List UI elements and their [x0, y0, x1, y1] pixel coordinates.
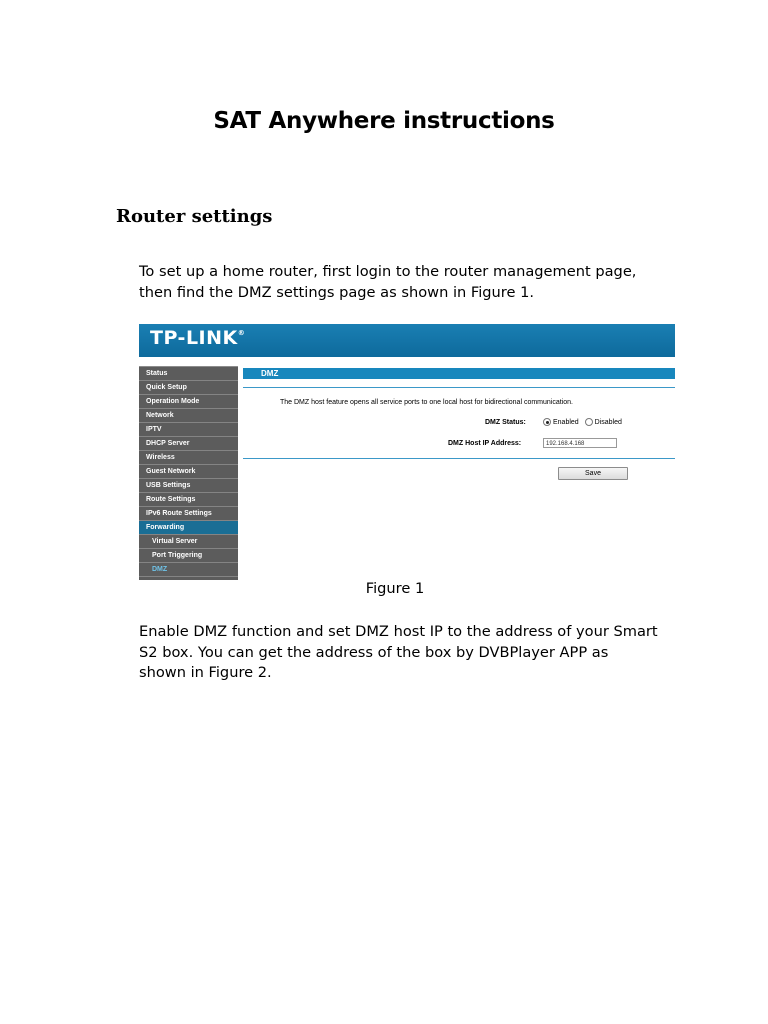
router-sidebar-menu — [139, 366, 238, 580]
menu-item-quick-setup[interactable]: Quick Setup — [139, 381, 238, 395]
brand-mark: ® — [237, 329, 246, 337]
menu-item-port-triggering[interactable]: Port Triggering — [139, 549, 238, 563]
panel-divider-bottom — [243, 458, 675, 459]
section-heading: Router settings — [116, 206, 273, 227]
enabled-radio[interactable] — [543, 418, 551, 426]
host-ip-input[interactable]: 192.168.4.168 — [543, 438, 617, 448]
dmz-panel-title: DMZ — [243, 368, 675, 379]
paragraph-text: To set up a home router, first login to the router management page, then find the DMZ settings page as shown in Figure 1. — [139, 263, 637, 301]
menu-item-dhcp-server[interactable]: DHCP Server — [139, 437, 238, 451]
menu-item-usb-settings[interactable]: USB Settings — [139, 479, 238, 493]
menu-item-ipv6-route-settings[interactable]: IPv6 Route Settings — [139, 507, 238, 521]
menu-item-network[interactable]: Network — [139, 409, 238, 423]
brand-text: TP-LINK — [150, 327, 238, 349]
save-button[interactable]: Save — [558, 467, 628, 480]
dmz-description: The DMZ host feature opens all service ports to one local host for bidirectional communication. — [280, 399, 573, 406]
menu-item-guest-network[interactable]: Guest Network — [139, 465, 238, 479]
dmz-instructions-paragraph — [139, 622, 659, 684]
menu-item-status[interactable]: Status — [139, 367, 238, 381]
host-ip-label: DMZ Host IP Address: — [448, 440, 522, 447]
menu-item-iptv[interactable]: IPTV — [139, 423, 238, 437]
menu-item-virtual-server[interactable]: Virtual Server — [139, 535, 238, 549]
dmz-status-label: DMZ Status: — [485, 419, 526, 426]
tp-link-logo — [150, 327, 245, 349]
router-screenshot — [139, 324, 675, 580]
router-banner — [139, 324, 675, 357]
menu-item-forwarding[interactable]: Forwarding — [139, 521, 238, 535]
menu-item-dmz[interactable]: DMZ — [139, 563, 238, 577]
enabled-label: Enabled — [553, 418, 579, 426]
page-title: SAT Anywhere instructions — [213, 108, 555, 134]
menu-item-route-settings[interactable]: Route Settings — [139, 493, 238, 507]
panel-divider-top — [243, 387, 675, 388]
menu-item-operation-mode[interactable]: Operation Mode — [139, 395, 238, 409]
paragraph-text: Enable DMZ function and set DMZ host IP to the address of your Smart S2 box. You can get the address of the box by DVBPlayer APP as shown in Figure 2. — [139, 623, 658, 681]
figure-caption: Figure 1 — [365, 580, 425, 597]
menu-item-wireless[interactable]: Wireless — [139, 451, 238, 465]
disabled-radio[interactable] — [585, 418, 593, 426]
disabled-label: Disabled — [594, 418, 622, 426]
intro-paragraph — [139, 262, 659, 303]
dmz-status-radio-group — [543, 418, 626, 426]
